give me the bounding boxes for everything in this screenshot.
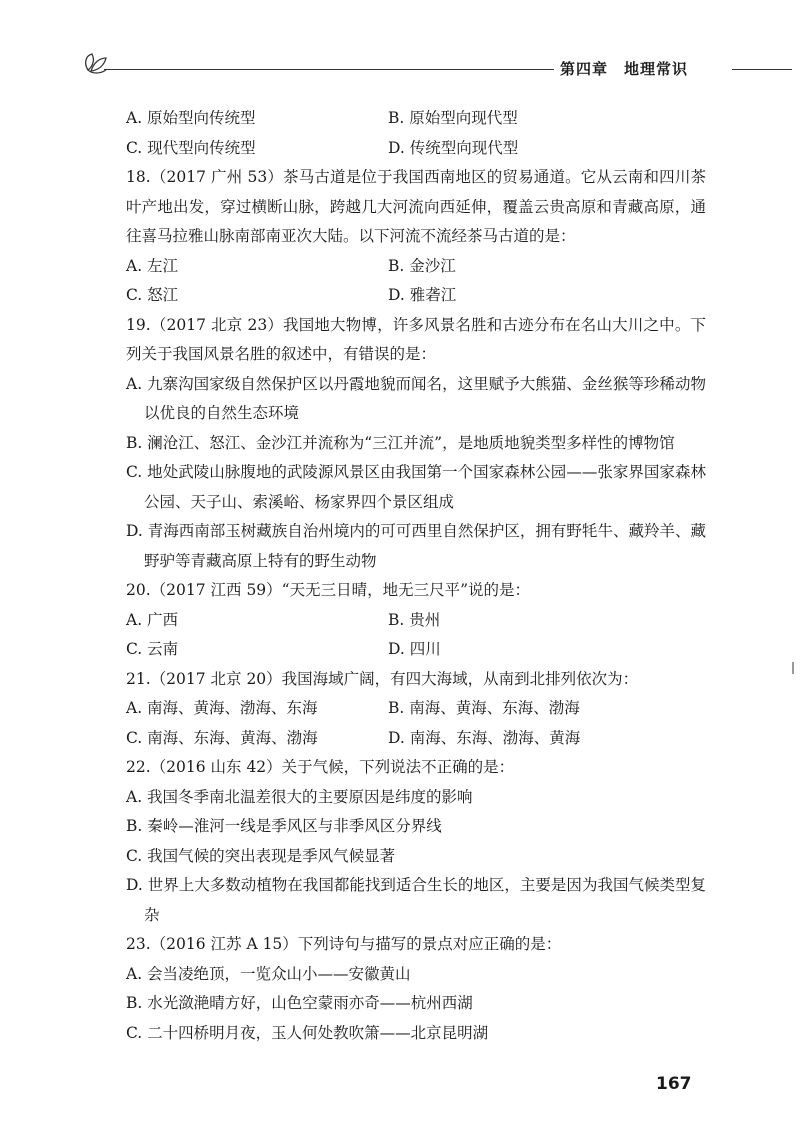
margin-mark [792,662,794,674]
option-c: C. 怒江 [126,286,179,304]
option-a: A. 会当凌绝顶，一览众山小——安徽黄山 [126,964,411,983]
question-21-stem: 21.（2017 北京 20）我国海域广阔，有四大海域，从南到北排列依次为： [126,669,639,688]
option-c: C. 现代型向传统型 [126,138,256,157]
page-body [126,104,706,1048]
q21-options-row-2 [126,724,706,754]
q18-options-row-1 [126,252,706,282]
question-18-stem: 18.（2017 广州 53）茶马古道是位于我国西南地区的贸易通道。它从云南和四川茶叶产地出发，穿过横断山脉，跨越几大河流向西延伸，覆盖云贵高原和青藏高原，通往喜马拉雅山脉南部南亚次大陆。以下河流不流经茶马古道的是： [126,168,706,245]
option-d: D. 世界上大多数动植物在我国都能找到适合生长的地区，主要是因为我国气候类型复杂 [126,876,706,924]
sprout-logo-icon [82,44,122,78]
option-c: C. 我国气候的突出表现是季风气候显著 [126,846,396,865]
option-d: D. 传统型向现代型 [388,138,519,157]
option-c: C. 云南 [126,640,179,658]
page-number: 167 [656,1074,692,1094]
question-22-stem: 22.（2016 山东 42）关于气候，下列说法不正确的是： [126,758,515,776]
option-c: C. 南海、东海、黄海、渤海 [126,728,318,747]
option-a: A. 南海、黄海、渤海、东海 [126,699,318,717]
header-rule-right [732,69,792,70]
q21-options-row-1 [126,694,706,724]
option-b: B. 澜沧江、怒江、金沙江并流称为“三江并流”，是地质地貌类型多样性的博物馆 [126,433,675,452]
q17-options-row-2 [126,134,706,164]
q20-options-row-2 [126,635,706,665]
option-c: C. 地处武陵山脉腹地的武陵源风景区由我国第一个国家森林公园——张家界国家森林公园、天子山、索溪峪、杨家界四个景区组成 [126,463,706,511]
question-23-stem: 23.（2016 江苏 A 15）下列诗句与描写的景点对应正确的是： [126,935,562,953]
option-d: D. 雅砻江 [388,286,457,304]
option-d: D. 青海西南部玉树藏族自治州境内的可可西里自然保护区，拥有野牦牛、藏羚羊、藏野驴等青藏高原上特有的野生动物 [126,522,706,570]
option-d: D. 四川 [388,640,441,658]
option-b: B. 贵州 [388,610,441,629]
option-d: D. 南海、东海、渤海、黄海 [388,728,581,747]
option-a: A. 原始型向传统型 [126,109,256,127]
question-19-stem: 19.（2017 北京 23）我国地大物博，许多风景名胜和古迹分布在名山大川之中。下列关于我国风景名胜的叙述中，有错误的是： [126,315,706,363]
option-a: A. 广西 [126,610,179,629]
option-b: B. 水光潋滟晴方好，山色空蒙雨亦奇——杭州西湖 [126,994,473,1012]
option-b: B. 金沙江 [388,256,456,275]
q20-options-row-1 [126,606,706,636]
q17-options-row-1 [126,104,706,134]
option-b: B. 南海、黄海、东海、渤海 [388,699,580,717]
running-header [82,44,722,78]
q18-options-row-2 [126,281,706,311]
option-a: A. 左江 [126,256,179,275]
option-b: B. 原始型向现代型 [388,109,518,127]
option-b: B. 秦岭—淮河一线是季风区与非季风区分界线 [126,817,442,835]
chapter-title: 第四章 地理常识 [554,58,694,79]
option-c: C. 二十四桥明月夜，玉人何处教吹箫——北京昆明湖 [126,1023,489,1042]
question-20-stem: 20.（2017 江西 59）“天无三日晴，地无三尺平”说的是： [126,581,531,599]
option-a: A. 九寨沟国家级自然保护区以丹霞地貌而闻名，这里赋予大熊猫、金丝猴等珍稀动物以优良的自然生态环境 [126,374,706,422]
option-a: A. 我国冬季南北温差很大的主要原因是纬度的影响 [126,787,473,806]
